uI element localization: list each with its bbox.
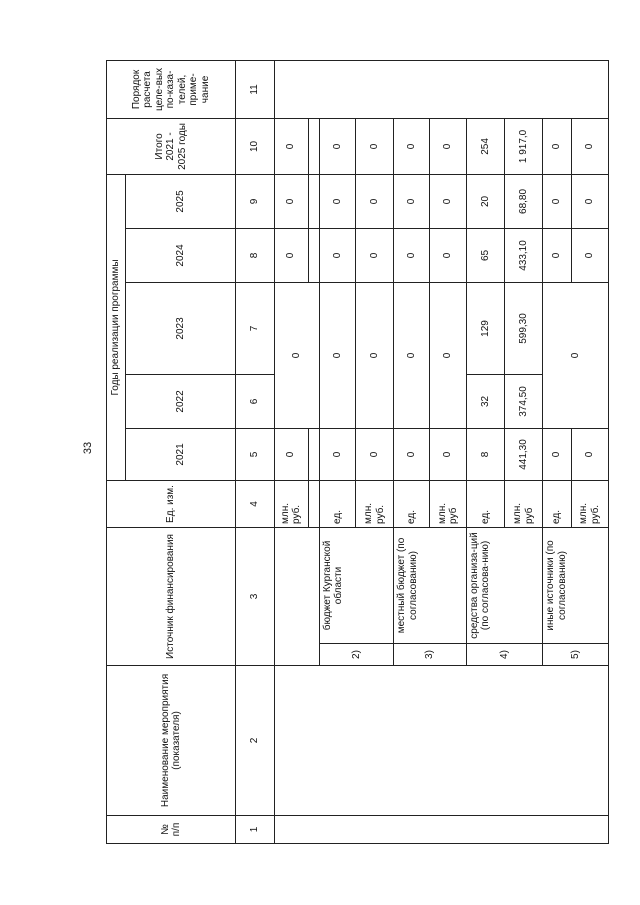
cell-2024: 0 [571, 228, 608, 282]
source-index: 2) [319, 644, 394, 666]
cell-2021: 0 [430, 428, 466, 480]
unit-empty [308, 480, 319, 527]
cell-total: 0 [571, 118, 608, 174]
header-year-2021: 2021 [125, 428, 236, 480]
cell-total: 0 [274, 118, 308, 174]
row-name-empty [274, 666, 608, 816]
col-number-4: 4 [236, 480, 274, 527]
header-year-2022: 2022 [125, 374, 236, 428]
cell-2025: 68,80 [505, 174, 543, 228]
cell-2021: 0 [543, 428, 571, 480]
cell-2025: 0 [571, 174, 608, 228]
header-num: № п/п [107, 816, 236, 844]
cell-2022-2023: 0 [394, 282, 430, 428]
cell-2025: 0 [430, 174, 466, 228]
cell-2025: 0 [274, 174, 308, 228]
col-number-9: 9 [236, 174, 274, 228]
cell-2021: 441,30 [505, 428, 543, 480]
cell-2021: 0 [355, 428, 393, 480]
cell-2024: 0 [319, 228, 355, 282]
cell-total: 0 [319, 118, 355, 174]
table-row-unit: ед. [394, 480, 430, 527]
cell-2025: 0 [543, 174, 571, 228]
header-year-2023: 2023 [125, 282, 236, 374]
col-number-8: 8 [236, 228, 274, 282]
cell-total: 1 917,0 [505, 118, 543, 174]
table-row-unit: ед. [319, 480, 355, 527]
cell-total: 254 [466, 118, 504, 174]
source-index: 5) [543, 644, 609, 666]
program-financing-table [106, 60, 609, 844]
col-number-11: 11 [236, 60, 274, 118]
source-empty-tail [308, 527, 319, 665]
cell-2021: 8 [466, 428, 504, 480]
table-row-unit: млн. руб. [355, 480, 393, 527]
col-number-5: 5 [236, 428, 274, 480]
header-year-2025: 2025 [125, 174, 236, 228]
cell-total: 0 [430, 118, 466, 174]
cell-total: 0 [355, 118, 393, 174]
page-number: 33 [82, 441, 94, 455]
source-index: 3) [394, 644, 466, 666]
cell-2025: 0 [355, 174, 393, 228]
y2024-empty [308, 228, 319, 282]
cell-2024: 0 [355, 228, 393, 282]
col-number-10: 10 [236, 118, 274, 174]
table-row-unit: млн. руб. [274, 480, 308, 527]
cell-2023: 599,30 [505, 282, 543, 374]
cell-2021: 0 [274, 428, 308, 480]
col-number-7: 7 [236, 282, 274, 374]
col-number-3: 3 [236, 527, 274, 665]
cell-2022: 374,50 [505, 374, 543, 428]
header-total: Итого 2021 - 2025 годы [107, 118, 236, 174]
y2021-empty [308, 428, 319, 480]
row-num-empty [274, 816, 608, 844]
col-number-2: 2 [236, 666, 274, 816]
cell-2021: 0 [571, 428, 608, 480]
cell-total: 0 [394, 118, 430, 174]
table-row-unit: млн. руб. [571, 480, 608, 527]
col-number-1: 1 [236, 816, 274, 844]
cell-2024: 0 [274, 228, 308, 282]
cell-total: 0 [543, 118, 571, 174]
cell-2024: 0 [543, 228, 571, 282]
cell-2024: 433,10 [505, 228, 543, 282]
cell-2025: 0 [319, 174, 355, 228]
cell-2023: 129 [466, 282, 504, 374]
source-label: иные источники (по согласованию) [543, 527, 609, 643]
cell-2025: 0 [394, 174, 430, 228]
cell-2022-2023: 0 [274, 282, 319, 428]
col-number-6: 6 [236, 374, 274, 428]
cell-2022: 32 [466, 374, 504, 428]
cell-2024: 65 [466, 228, 504, 282]
source-empty [274, 527, 308, 665]
rotated-table-sheet [106, 61, 609, 844]
source-label: средства организа-ций (по согласова-нию) [466, 527, 543, 643]
header-years-group: Годы реализации программы [107, 174, 126, 480]
cell-2024: 0 [430, 228, 466, 282]
source-label: местный бюджет (по согласованию) [394, 527, 466, 643]
cell-2022-2023: 0 [355, 282, 393, 428]
source-index: 4) [466, 644, 543, 666]
cell-2022-2023: 0 [430, 282, 466, 428]
source-label: бюджет Курганской области [319, 527, 394, 643]
table-row-unit: ед. [543, 480, 571, 527]
cell-2022-2023: 0 [543, 282, 609, 428]
cell-2021: 0 [319, 428, 355, 480]
table-row-unit: млн. руб [430, 480, 466, 527]
cell-2021: 0 [394, 428, 430, 480]
cell-2024: 0 [394, 228, 430, 282]
table-row-unit: ед. [466, 480, 504, 527]
header-name: Наименование мероприятия (показателя) [107, 666, 236, 816]
header-unit: Ед. изм. [107, 480, 236, 527]
order-empty [274, 60, 608, 118]
cell-2022-2023: 0 [319, 282, 355, 428]
total-empty [308, 118, 319, 174]
header-order: Порядок расчета целе-вых по-каза-телей, приме-чание [107, 60, 236, 118]
header-source: Источник финансирования [107, 527, 236, 665]
y2025-empty [308, 174, 319, 228]
header-year-2024: 2024 [125, 228, 236, 282]
table-row-unit: млн. руб [505, 480, 543, 527]
cell-2025: 20 [466, 174, 504, 228]
